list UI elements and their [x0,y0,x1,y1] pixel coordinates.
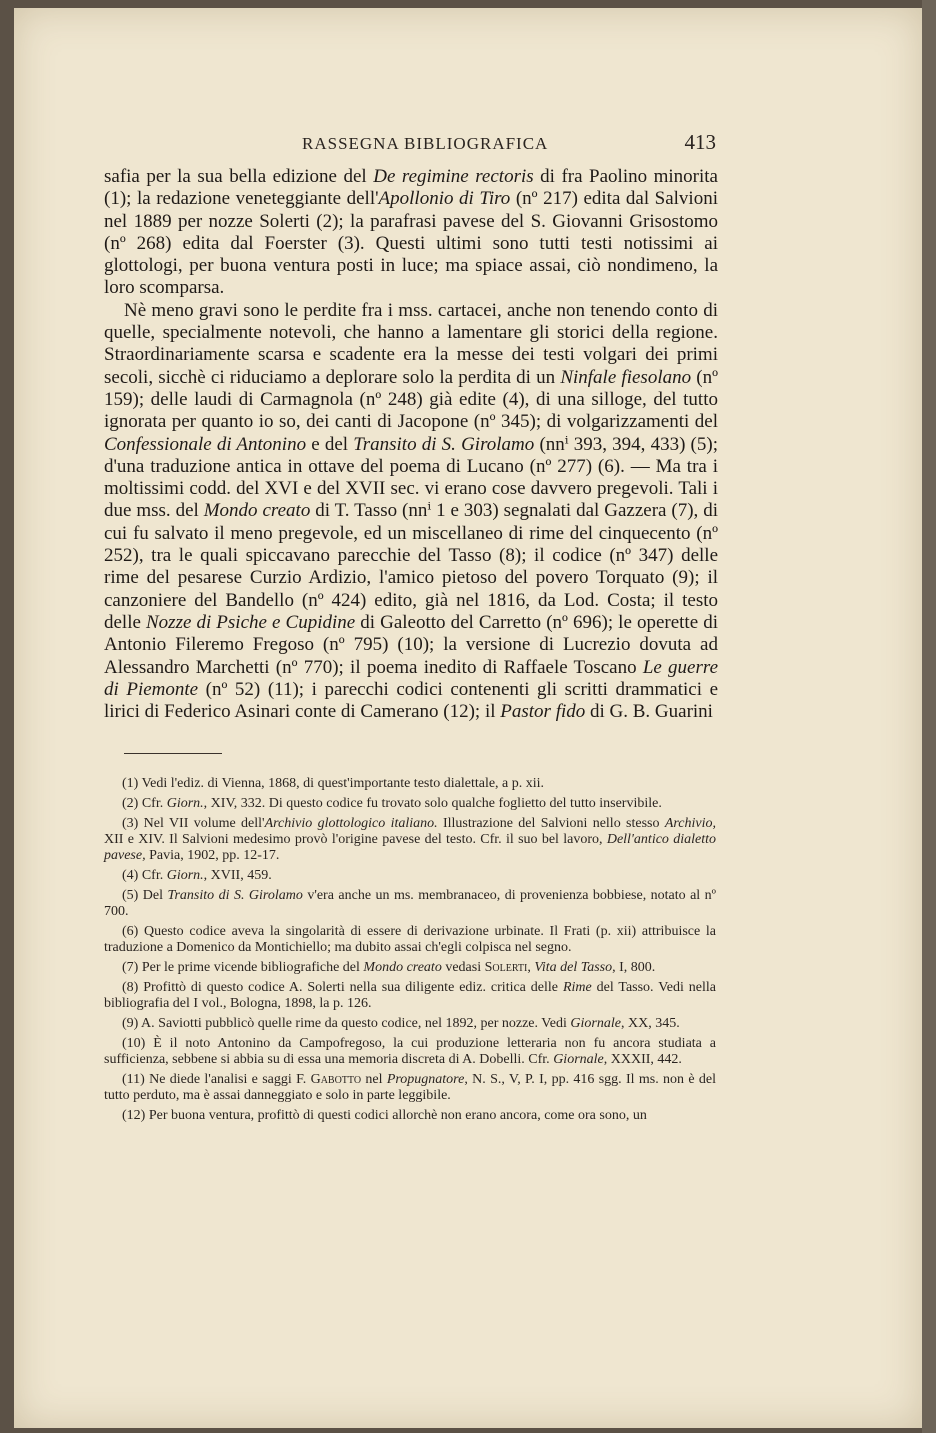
main-text [104,166,718,723]
footnote: (9) A. Saviotti pubblicò quelle rime da questo codice, nel 1892, per nozze. Vedi Giornale, XX, 345. [122,1016,680,1032]
paragraph: Nè meno gravi sono le perdite fra i mss. cartacei, anche non tenendo conto di quelle, specialmente notevoli, che hanno a lamentare gli storici della regione. Straordinariamente scarsa e scadente era la messe dei testi volgari dei primi secoli, sicchè ci riduciamo a deplorare solo la perdita di un Ninfale fiesolano (nº 159); delle laudi di Carmagnola (nº 248) già edite (4), di una silloge, del tutto ignorata per quanto io so, dei canti di Jacopone (nº 345); di volgarizzamenti del Confessionale di Antonino e del Transito di S. Girolamo (nnⁱ 393, 394, 433) (5); d'una traduzione antica in ottave del poema di Lucano (nº 277) (6). — Ma tra i moltissimi codd. del XVI e del XVII sec. vi erano cose davvero pregevoli. Tali i due mss. del Mondo creato di T. Tasso (nnⁱ 1 e 303) segnalati dal Gazzera (7), di cui fu salvato il meno pregevole, ed un miscellaneo di rime del cinquecento (nº 252), tra le quali spiccavano parecchie del Tasso (8); il codice (nº 347) delle rime del pesarese Curzio Ardizio, l'amico pietoso del povero Torquato (9); il canzoniere del Bandello (nº 424) edito, già nel 1816, da Lod. Costa; il testo delle Nozze di Psiche e Cupidine di Galeotto del Carretto (nº 696); le operette di Antonio Fileremo Fregoso (nº 795) (10); la versione di Lucrezio dovuta ad Alessandro Marchetti (nº 770); il poema inedito di Raffaele Toscano Le guerre di Piemonte (nº 52) (11); i parecchi codici contenenti gli scritti drammatici e lirici di Federico Asinari conte di Camerano (12); il Pastor fido di G. B. Guarini [104,299,719,723]
scan-edge [922,0,936,1433]
footnotes [104,776,716,1128]
footnote: (10) È il noto Antonino da Campofregoso, la cui produzione letteraria non fu ancora studiata a sufficienza, sebbene si abbia su di essa una memoria discreta di A. Dobelli. Cfr. Giornale, XXXII, 442. [104,1036,716,1068]
footnote: (7) Per le prime vicende bibliografiche del Mondo creato vedasi Solerti, Vita del Tasso, I, 800. [122,960,656,976]
footnote-separator [124,753,222,754]
footnote: (12) Per buona ventura, profittò di questi codici allorchè non erano ancora, come ora sono, un [122,1108,647,1124]
footnote: (2) Cfr. Giorn., XIV, 332. Di questo codice fu trovato solo qualche foglietto del tutto inservibile. [122,796,662,812]
page-header [102,130,716,160]
footnote: (4) Cfr. Giorn., XVII, 459. [122,868,272,884]
book-page [14,8,922,1428]
footnote: (8) Profittò di questo codice A. Solerti nella sua diligente ediz. critica delle Rime del Tasso. Vedi nella bibliografia del I vol., Bologna, 1898, la p. 126. [104,980,716,1011]
footnote: (11) Ne diede l'analisi e saggi F. Gabotto nel Propugnatore, N. S., V, P. I, pp. 416 sgg. Il ms. non è del tutto perduto, ma è assai danneggiato e solo in parte leggibile. [104,1072,716,1103]
page-number: 413 [684,130,716,154]
footnote: (3) Nel VII volume dell'Archivio glottologico italiano. Illustrazione del Salvioni nello stesso Archivio, XII e XIV. Il Salvioni medesimo provò l'origine pavese del testo. Cfr. il suo bel lavoro, Dell'antico dialetto pavese, Pavia, 1902, pp. 12-17. [104,816,717,863]
paragraph: safia per la sua bella edizione del De regimine rectoris di fra Paolino minorita (1); la redazione veneteggiante dell'Apollonio di Tiro (nº 217) edita dal Salvioni nel 1889 per nozze Solerti (2); la parafrasi pavese del S. Giovanni Grisostomo (nº 268) edita dal Foerster (3). Questi ultimi sono tutti testi notissimi ai glottologi, per buona ventura posti in luce; ma spiace assai, ciò nondimeno, la loro scomparsa. [104,166,718,299]
footnote: (1) Vedi l'ediz. di Vienna, 1868, di quest'importante testo dialettale, a p. xii. [122,776,545,791]
running-head: RASSEGNA BIBLIOGRAFICA [302,134,549,153]
footnote: (5) Del Transito di S. Girolamo v'era anche un ms. membranaceo, di provenienza bobbiese, notato al nº 700. [104,888,716,919]
footnote: (6) Questo codice aveva la singolarità di essere di derivazione urbinate. Il Frati (p. xii) attribuisce la traduzione a Domenico da Montichiello; ma dubito assai ch'egli colpisca nel segno. [104,924,716,955]
